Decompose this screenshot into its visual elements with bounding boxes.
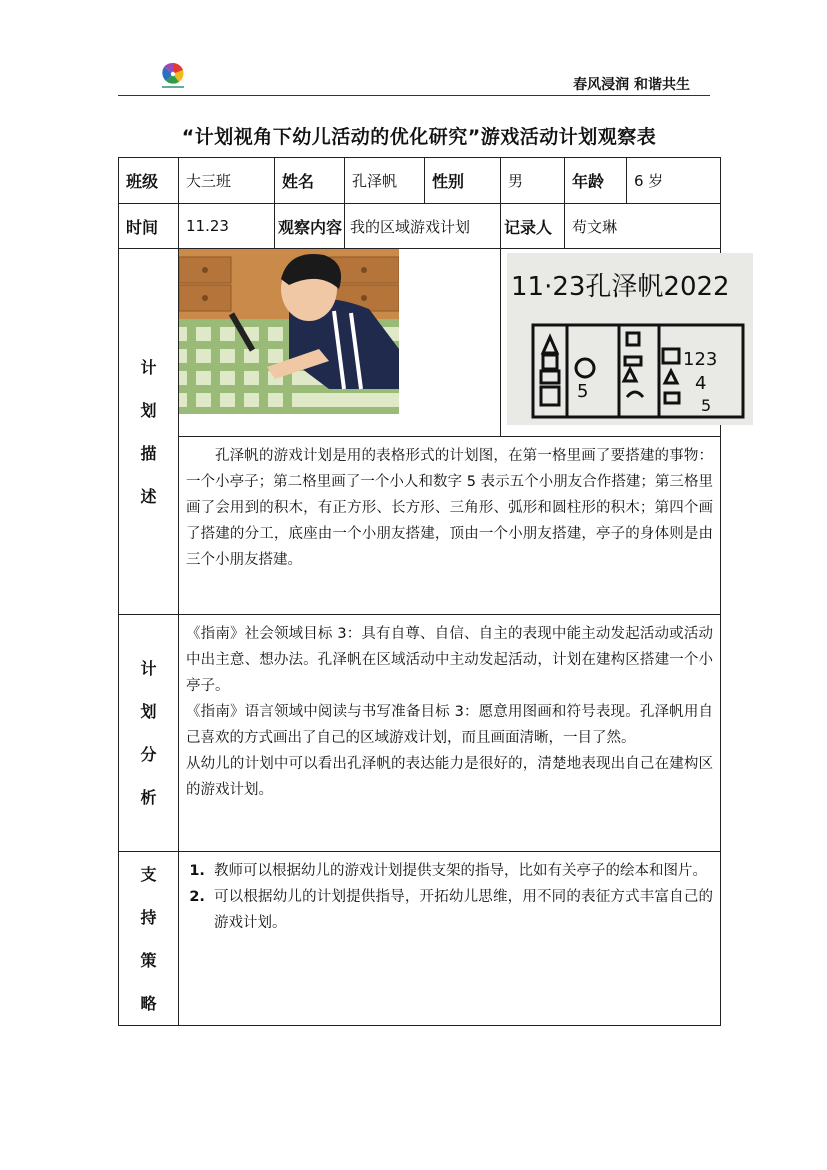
description-text-row	[119, 437, 721, 615]
support-text	[179, 852, 721, 1026]
class-value: 大三班	[179, 158, 275, 204]
name-label: 姓名	[275, 158, 345, 204]
support-item: 2. 可以根据幼儿的计划提供指导，开拓幼儿思维，用不同的表征方式丰富自己的游戏计划。	[210, 884, 713, 936]
drawing-grid	[533, 325, 743, 417]
drawing-number-four: 4	[695, 373, 707, 394]
plan-drawing-scan	[507, 253, 753, 425]
drawing-number-five: 5	[577, 381, 589, 402]
recorder-value: 苟文琳	[565, 204, 721, 249]
description-label: 计 划 描 述	[119, 249, 179, 615]
description-images-row	[119, 249, 721, 437]
time-value: 11.23	[179, 204, 275, 249]
header-rule	[118, 95, 710, 96]
analysis-paragraph: 《指南》语言领域中阅读与书写准备目标 3：愿意用图画和符号表现。孔泽帆用自己喜欢的方式画出了自己的区域游戏计划，而且画面清晰，一目了然。	[186, 704, 713, 746]
analysis-label: 计 划 分 析	[119, 615, 179, 852]
analysis-row	[119, 615, 721, 852]
support-item: 1. 教师可以根据幼儿的游戏计划提供支架的指导，比如有关亭子的绘本和图片。	[210, 858, 713, 884]
support-list	[186, 858, 713, 936]
drawing-number-five-b: 5	[701, 396, 712, 415]
analysis-paragraph: 《指南》社会领域目标 3：具有自尊、自信、自主的表现中能主动发起活动或活动中出主意、想办法。孔泽帆在区域活动中主动发起活动，计划在建构区搭建一个小亭子。	[186, 626, 713, 694]
time-label: 时间	[119, 204, 179, 249]
content-label: 观察内容	[275, 204, 345, 249]
info-row-2	[119, 204, 721, 249]
gender-label: 性别	[425, 158, 501, 204]
name-value: 孔泽帆	[345, 158, 425, 204]
child-photo-cell	[179, 249, 501, 437]
header-motto: 春风浸润 和谐共生	[573, 77, 690, 93]
gender-value: 男	[501, 158, 565, 204]
description-text: 孔泽帆的游戏计划是用的表格形式的计划图，在第一格里画了要搭建的事物：一个小亭子；第二格里画了一个小人和数字 5 表示五个小朋友合作搭建；第三格里画了会用到的积木，有正方形、长方形、三角形、弧形和圆柱形的积木；第四个画了搭建的分工，底座由一个小朋友搭建，顶由一个小朋友搭建，亭子的身体则是由三个小朋友搭建。	[179, 437, 721, 615]
kindergarten-logo	[160, 62, 186, 90]
support-label: 支 持 策 略	[119, 852, 179, 1026]
class-label: 班级	[119, 158, 179, 204]
child-drawing-photo	[179, 249, 399, 414]
page-title: “计划视角下幼儿活动的优化研究”游戏活动计划观察表	[181, 126, 657, 148]
observation-table	[118, 157, 730, 1026]
analysis-paragraph: 从幼儿的计划中可以看出孔泽帆的表达能力是很好的，清楚地表现出自己在建构区的游戏计划。	[186, 756, 713, 798]
age-value: 6 岁	[627, 158, 721, 204]
content-value: 我的区域游戏计划	[345, 204, 501, 249]
recorder-label: 记录人	[501, 204, 565, 249]
info-row-1	[119, 158, 721, 204]
support-row	[119, 852, 721, 1026]
analysis-text	[179, 615, 721, 852]
plan-drawing-cell	[501, 249, 730, 437]
drawing-number-123: 123	[683, 349, 718, 370]
drawing-caption: 11·23孔泽帆2022	[511, 272, 730, 302]
age-label: 年龄	[565, 158, 627, 204]
